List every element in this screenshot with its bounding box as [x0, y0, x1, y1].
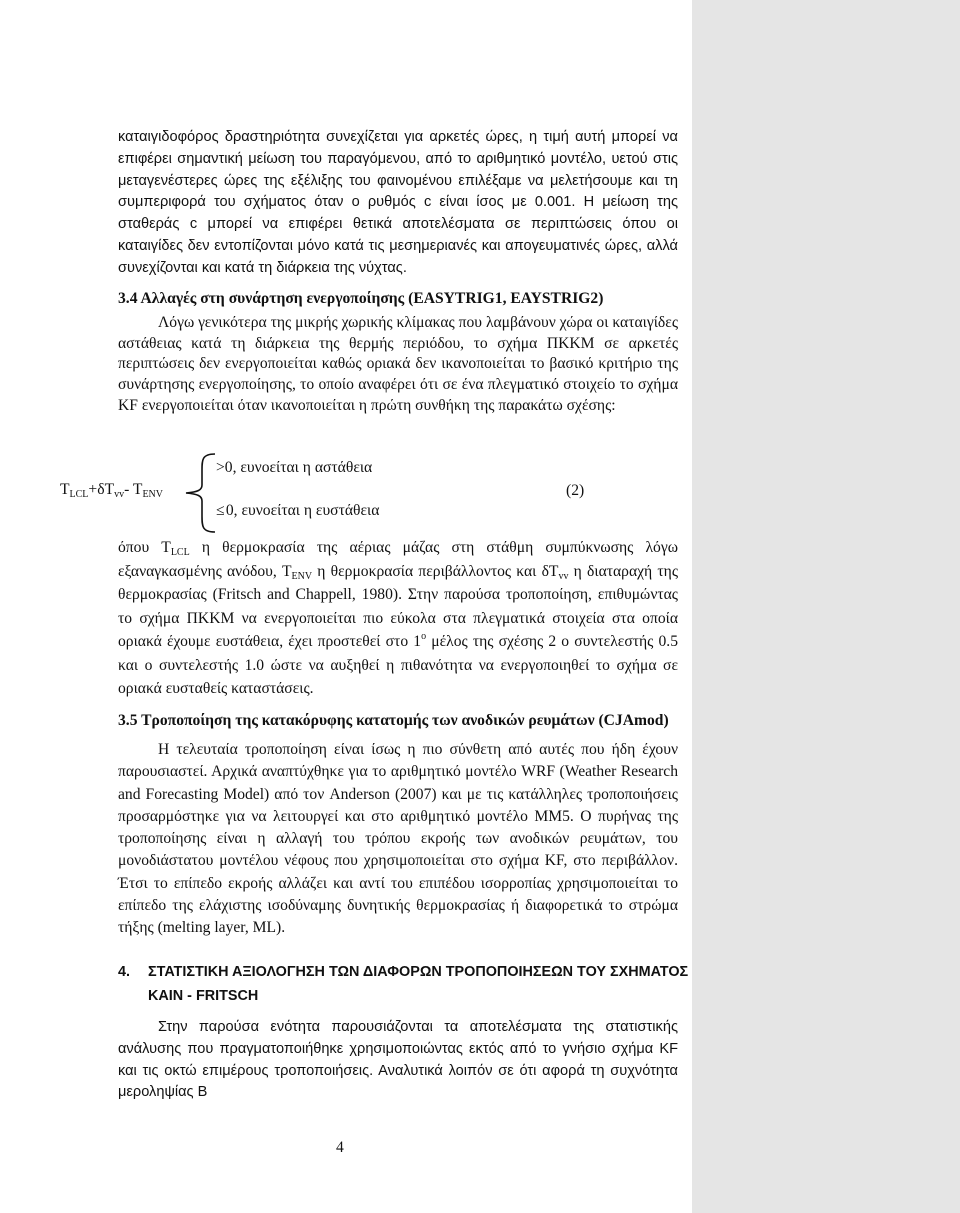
equation-condition-unstable: >0, ευνοείται η αστάθεια — [216, 459, 373, 476]
section-heading-4 — [118, 960, 688, 1008]
comment-margin — [692, 0, 960, 1213]
section-heading-3-4 — [118, 290, 603, 308]
section-title-line1: ΣΤΑΤΙΣΤΙΚΗ ΑΞΙΟΛΟΓΗΣΗ ΤΩΝ ΔΙΑΦΟΡΩΝ ΤΡΟΠΟΠΟΙΗΣΕΩΝ ΤΟΥ ΣΧΗΜΑΤΟΣ — [148, 964, 689, 980]
section-number: 4. — [118, 964, 131, 980]
section-number: 3.5 — [118, 712, 138, 729]
section-title: Αλλαγές στη συνάρτηση ενεργοποίησης (EASYTRIG1, EAYSTRIG2) — [140, 290, 604, 307]
curly-brace-icon — [184, 452, 218, 534]
section-number: 3.4 — [118, 290, 138, 307]
paragraph-cjamod: Η τελευταία τροποποίηση είναι ίσως η πιο σύνθετη από αυτές που ήδη έχουν παρουσιαστεί. Αρχικά αναπτύχθηκε για το αριθμητικό μοντέλο WRF (Weather Research and Forecasting Model) από τον Anderson (2007) και με τις κατάλληλες τροποποιήσεις προσαρμόστηκε για να λειτουργεί και στο αριθμητικό μοντέλο MM5. Ο πυρήνας της τροποποίησης είναι η αλλαγή του τρόπου εκροής των ανοδικών ρευμάτων, του μονοδιάστατου μοντέλου νέφους που χρησιμοποιείται στο σχήμα KF, στο περιβάλλον. Έτσι το επίπεδο εκροής αλλάζει και αντί του επιπέδου ισορροπίας χρησιμοποιείται το επίπεδο της ελάχιστης ισοδύναμης δυνητικής θερμοκρασίας ή διαφορετικά το στρώμα τήξης (melting layer, ML). — [118, 741, 678, 937]
paragraph-c-constant: καταιγιδοφόρος δραστηριότητα συνεχίζεται για αρκετές ώρες, η τιμή αυτή μπορεί να επιφέρει σημαντική μείωση του παραγόμενου, από το αριθμητικό μοντέλο, υετού στις μεταγενέστερες ώρες της εξέλιξης του φαινομένου επιλέξαμε να μελετήσουμε και τη συμπεριφορά του σχήματος όταν ο ρυθμός c είναι ίσος με 0.001. Η μείωση της σταθεράς c μπορεί να επιφέρει θετικά αποτελέσματα σε περιπτώσεις όπου οι καταιγίδες δεν εντοπίζονται μόνο κατά τις μεσημεριανές και απογευματινές ώρες, αλλά συνεχίζονται και κατά τη διάρκεια της νύχτας. — [118, 129, 678, 276]
section-title-line2: KAIN - FRITSCH — [148, 988, 259, 1004]
equation-number: (2) — [566, 482, 585, 499]
equation-condition-stable: ≤ 0, ευνοείται η ευστάθεια — [216, 502, 380, 519]
section-heading-3-5 — [118, 712, 669, 730]
equation-lhs: $T_{LCL}+\delta T_{vv}-$ $T_{ENV}$ — [60, 481, 163, 500]
section-title: Τροποποίηση της κατακόρυφης κατατομής των ανοδικών ρευμάτων (CJAmod) — [141, 712, 669, 729]
page-number: 4 — [336, 1139, 344, 1156]
paragraph-trigger-function: Λόγω γενικότερα της μικρής χωρικής κλίμακας που λαμβάνουν χώρα οι καταιγίδες αστάθειας κατά τη διάρκεια της θερμής περιόδου, το σχήμα ΠΚΚΜ σε αρκετές περιπτώσεις δεν ενεργοποιείται καθώς οριακά δεν ικανοποιείται το βασικό κριτήριο της συνάρτησης ενεργοποίησης, το οποίο αναφέρει ότι σε ένα πλεγματικό στοιχείο το σχήμα KF ενεργοποιείται όταν ικανοποιείται η πρώτη συνθήκη της παρακάτω σχέσης: — [118, 314, 678, 414]
paragraph-statistics: Στην παρούσα ενότητα παρουσιάζονται τα αποτελέσματα της στατιστικής ανάλυσης που πραγματοποιήθηκε χρησιμοποιώντας εκτός από το γνήσιο σχήμα KF και τις οκτώ επιμέρους τροποποιήσεις. Αναλυτικά λοιπόν σε ότι αφορά τη συχνότητα μεροληψίας B — [118, 1019, 678, 1101]
paragraph-variables: όπου $T_{LCL}$ η θερμοκρασία της αέριας μάζας στη στάθμη συμπύκνωσης λόγω εξαναγκασμένης ανόδου, $T_{ENV}$ η θερμοκρασία περιβάλλοντος και $\delta T_{vv}$ η διαταραχή της θερμοκρασίας (Fritsch and Chappell, 1980). Στην παρούσα τροποποίηση, επιθυμώντας το σχήμα ΠΚΚΜ να ενεργοποιείται πιο εύκολα στα πλεγματικά στοιχεία στα οποία οριακά έχουμε ευστάθεια, έχει προστεθεί στο $1^o$ μέλος της σχέσης 2 ο συντελεστής 0.5 και ο συντελεστής 1.0 ώστε να αυξηθεί η πιθανότητα να ενεργοποιηθεί το σχήμα σε οριακά ευσταθείς καταστάσεις. — [118, 539, 679, 697]
